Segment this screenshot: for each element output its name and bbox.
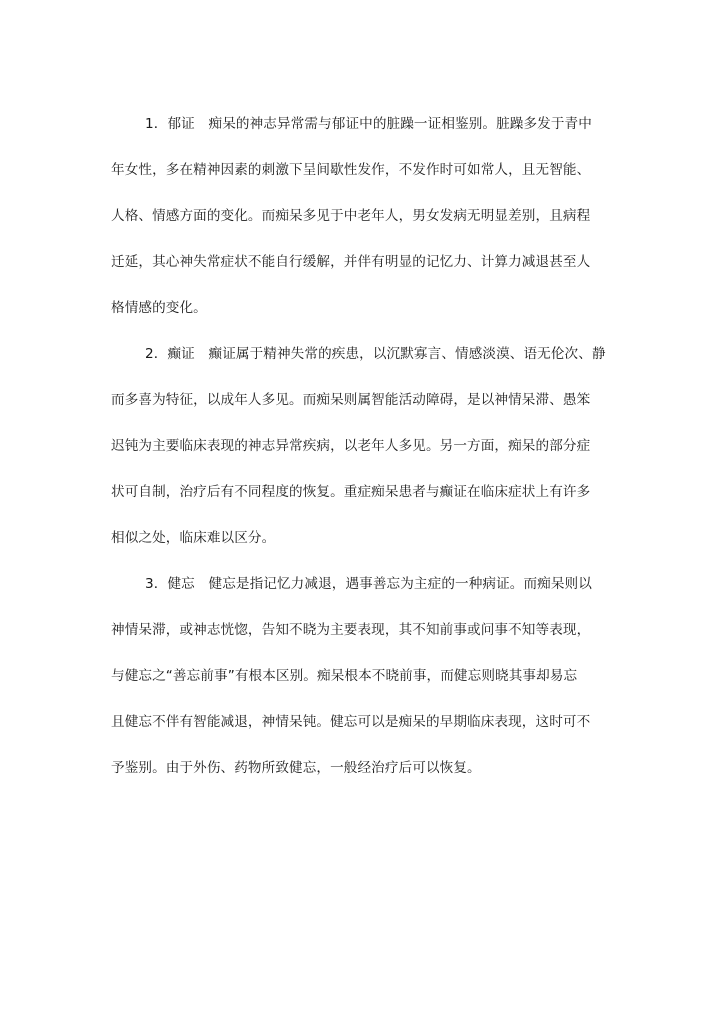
paragraph-yuzheng	[111, 101, 621, 331]
text-line: 1．郁证 痴呆的神志异常需与郁证中的脏躁一证相鉴别。脏躁多发于青中	[145, 116, 592, 132]
text-line: 格情感的变化。	[111, 300, 207, 316]
text-line: 2．癫证 癫证属于精神失常的疾患，以沉默寡言、情感淡漠、语无伦次、静	[145, 346, 606, 362]
text-line: 年女性，多在精神因素的刺激下呈间歇性发作，不发作时可如常人，且无智能、	[111, 162, 591, 178]
text-line: 相似之处，临床难以区分。	[111, 530, 276, 546]
text-line: 3．健忘 健忘是指记忆力减退，遇事善忘为主症的一种病证。而痴呆则以	[145, 576, 592, 592]
text-line: 人格、情感方面的变化。而痴呆多见于中老年人，男女发病无明显差别，且病程	[111, 208, 591, 224]
document-page	[111, 101, 621, 791]
text-line: 而多喜为特征，以成年人多见。而痴呆则属智能活动障碍，是以神情呆滞、愚笨	[111, 392, 591, 408]
paragraph-jianwang	[111, 561, 621, 791]
paragraph-dianzheng	[111, 331, 621, 561]
text-line: 状可自制，治疗后有不同程度的恢复。重症痴呆患者与癫证在临床症状上有许多	[111, 484, 591, 500]
text-line: 迁延，其心神失常症状不能自行缓解，并伴有明显的记忆力、计算力减退甚至人	[111, 254, 591, 270]
text-line: 予鉴别。由于外伤、药物所致健忘，一般经治疗后可以恢复。	[111, 760, 481, 776]
text-line: 迟钝为主要临床表现的神志异常疾病，以老年人多见。另一方面，痴呆的部分症	[111, 438, 591, 454]
text-line: 与健忘之“善忘前事”有根本区别。痴呆根本不晓前事，而健忘则晓其事却易忘	[111, 668, 578, 684]
text-line: 且健忘不伴有智能减退，神情呆钝。健忘可以是痴呆的早期临床表现，这时可不	[111, 714, 591, 730]
text-line: 神情呆滞，或神志恍惚，告知不晓为主要表现，其不知前事或问事不知等表现，	[111, 622, 591, 638]
